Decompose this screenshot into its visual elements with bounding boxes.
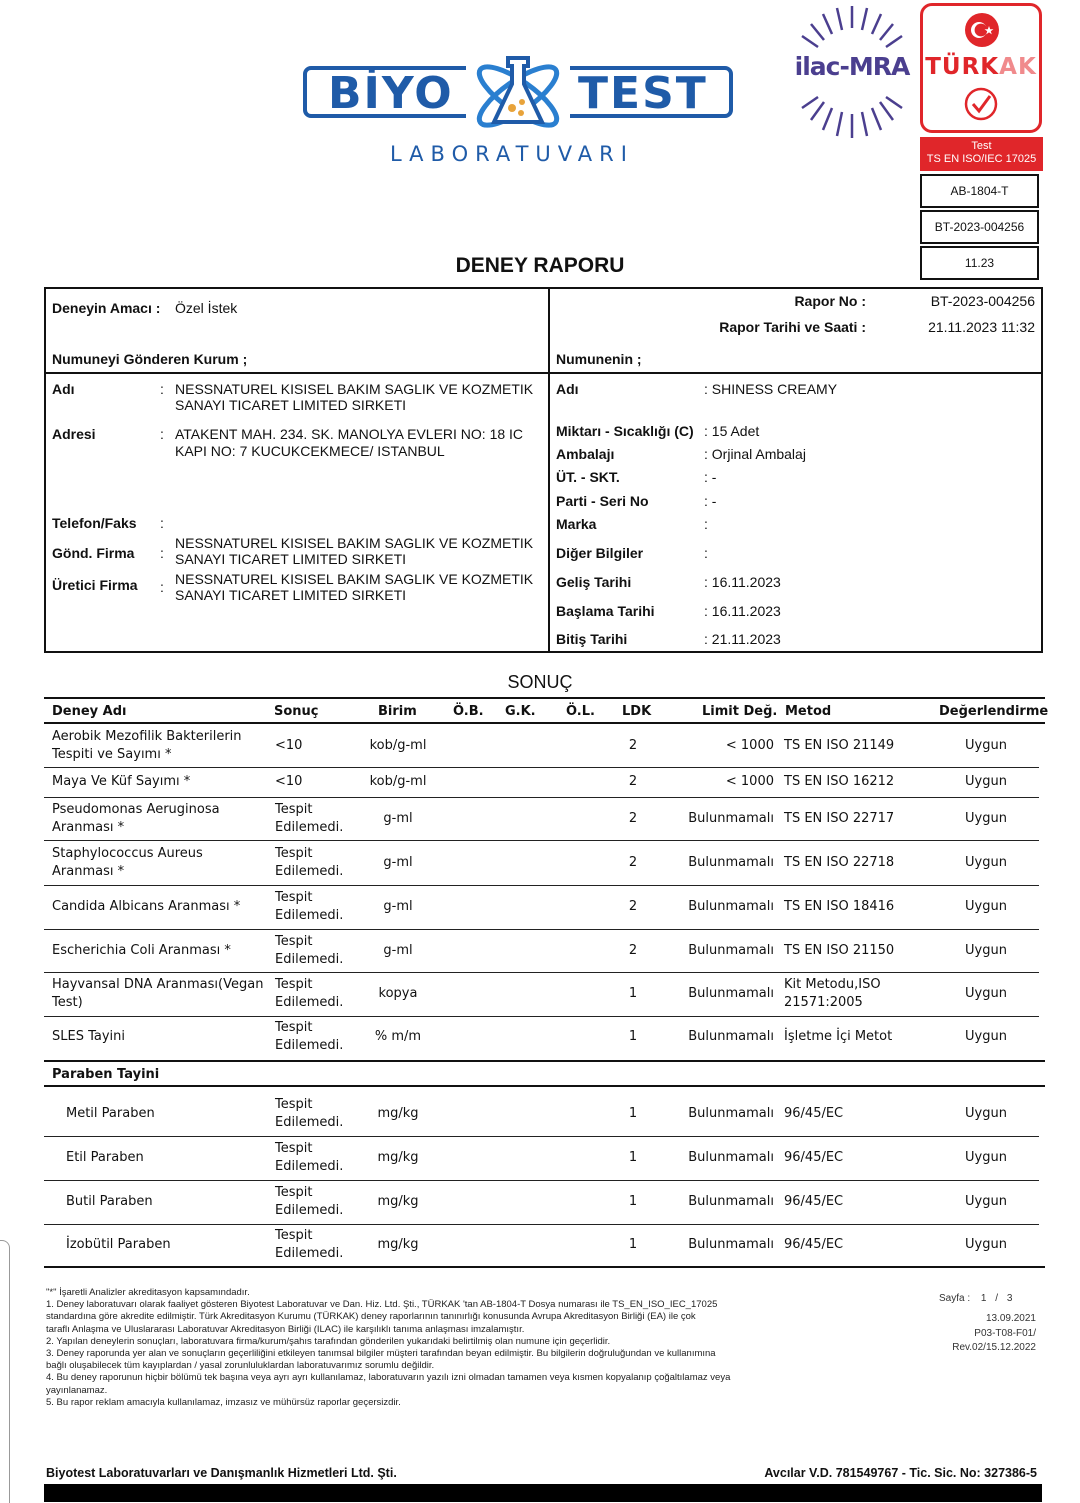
row-ldk: 2 (628, 854, 638, 870)
row-method: 96/45/EC (784, 1237, 844, 1252)
footnote-line: taraflı Anlaşma ve Uluslararası Laboratuvar Akreditasyon Birliği (ILAC) ile karşılıklı tanıma anlaşması imzalamıştır. (46, 1323, 525, 1335)
report-no-label: Rapor No : (794, 293, 866, 309)
row-result: Tespit (275, 890, 313, 905)
purpose-value: Özel İstek (175, 300, 238, 316)
turkak-name-right: AK (999, 54, 1037, 80)
row-limit: Bulunmamalı (688, 986, 774, 1001)
row-result: Edilemedi. (275, 951, 344, 967)
row-ldk: 2 (628, 810, 638, 826)
info-divider-vertical (548, 287, 550, 653)
row-ldk: 1 (628, 986, 638, 1001)
col-method: Metod (785, 704, 832, 719)
sending-firm-sep: : (160, 545, 164, 561)
row-unit: g-ml (383, 854, 413, 870)
start-date-label: Başlama Tarihi (556, 603, 655, 619)
footnote-line: "*" İşaretli Analizler akreditasyon kapsamındadır. (46, 1287, 250, 1298)
sample-other-label: Diğer Bilgiler (556, 545, 644, 561)
purpose-label: Deneyin Amacı : (52, 300, 161, 316)
row-divider (44, 767, 1039, 768)
logo-subtitle: LABORATUVARI (390, 142, 634, 166)
row-limit: < 1000 (725, 774, 774, 789)
results-title: SONUÇ (507, 672, 573, 692)
row-test-name: Maya Ve Küf Sayımı * (52, 774, 191, 789)
info-divider-horizontal (44, 372, 1043, 374)
sample-lot-value: : - (704, 493, 717, 509)
row-method: 96/45/EC (784, 1194, 844, 1209)
row-evaluation: Uygun (965, 810, 1007, 826)
row-method: TS EN ISO 21150 (784, 942, 895, 958)
page-current: 1 (980, 1293, 987, 1304)
row-unit: g-ml (383, 899, 413, 914)
sender-address-sep: : (160, 426, 164, 442)
row-ldk: 2 (628, 774, 638, 789)
row-method: 96/45/EC (784, 1106, 844, 1121)
accreditation-no-badge: AB-1804-T (920, 174, 1039, 208)
end-date-value: : 21.11.2023 (704, 631, 781, 647)
row-result: Edilemedi. (275, 819, 344, 835)
page-total: 3 (1006, 1293, 1013, 1304)
row-unit: % m/m (374, 1029, 422, 1044)
row-result: Tespit (275, 1020, 313, 1035)
row-evaluation: Uygun (965, 1150, 1007, 1165)
ilac-mra-text: ilac-MRA (794, 52, 910, 81)
logo-word-right: TEST (578, 68, 708, 119)
row-result: Tespit (275, 1185, 313, 1200)
row-test-name: Aranması * (52, 863, 125, 879)
page-title: DENEY RAPORU (455, 254, 625, 277)
row-result: Edilemedi. (275, 1246, 344, 1261)
row-result: <10 (275, 774, 303, 789)
row-divider (44, 1016, 1039, 1017)
row-limit: Bulunmamalı (688, 1194, 774, 1209)
row-divider (44, 1136, 1039, 1137)
row-test-name: Hayvansal DNA Aranması(Vegan (52, 977, 264, 992)
sender-address-label: Adresi (52, 426, 96, 442)
flask-atom-icon (466, 50, 570, 134)
row-test-name: Pseudomonas Aeruginosa (52, 801, 220, 817)
row-method: 96/45/EC (784, 1150, 844, 1165)
row-test-name: Candida Albicans Aranması * (52, 899, 241, 914)
row-limit: Bulunmamalı (688, 1237, 774, 1252)
row-unit: mg/kg (377, 1150, 419, 1165)
row-ldk: 1 (628, 1194, 638, 1209)
col-test-name: Deney Adı (52, 704, 127, 719)
row-evaluation: Uygun (965, 986, 1007, 1001)
sending-firm-label: Gönd. Firma (52, 545, 135, 561)
row-test-name: Aranması * (52, 819, 125, 835)
sender-name-sep: : (160, 381, 164, 397)
footnote-line: 2. Yapılan deneylerin sonuçları, laboratuvara firma/kurum/şahıs tarafından gönderilen yukarıdaki belirtilmiş olan numune için geçerlidir. (46, 1335, 611, 1347)
row-unit: kob/g-ml (369, 737, 427, 753)
results-bottom-rule (44, 1266, 1045, 1268)
row-test-name: Aerobik Mezofilik Bakterilerin (52, 728, 242, 744)
manufacturer-line1: NESSNATUREL KISISEL BAKIM SAGLIK VE KOZMETIK (175, 571, 534, 587)
row-result: Tespit (275, 845, 313, 861)
row-unit: kob/g-ml (369, 774, 427, 789)
row-limit: Bulunmamalı (688, 1106, 774, 1121)
report-no-badge: BT-2023-004256 (920, 210, 1039, 244)
sending-firm-line2: SANAYI TICARET LIMITED SIRKETI (175, 551, 407, 567)
results-header-rule (44, 722, 1045, 724)
col-ob: Ö.B. (453, 704, 484, 719)
row-ldk: 1 (628, 1150, 638, 1165)
row-divider (44, 1224, 1039, 1225)
manufacturer-sep: : (160, 579, 164, 595)
end-date-label: Bitiş Tarihi (556, 631, 628, 647)
paraben-section-title: Paraben Tayini (52, 1067, 160, 1082)
col-gk: G.K. (505, 704, 536, 719)
row-result: Tespit (275, 1141, 313, 1156)
row-result: Tespit (275, 977, 313, 992)
row-evaluation: Uygun (965, 854, 1007, 870)
row-method: TS EN ISO 22718 (784, 854, 895, 870)
sample-quantity-value: : 15 Adet (704, 423, 760, 439)
row-result: Tespit (275, 801, 313, 817)
manufacturer-line2: SANAYI TICARET LIMITED SIRKETI (175, 587, 407, 603)
row-result: Edilemedi. (275, 1203, 344, 1218)
arrival-date-label: Geliş Tarihi (556, 574, 632, 590)
row-evaluation: Uygun (965, 899, 1007, 914)
row-limit: Bulunmamalı (688, 899, 774, 914)
row-ldk: 2 (628, 942, 638, 958)
row-result: Edilemedi. (275, 995, 344, 1010)
footnote-line: bağlı oluşabilecek tüm kayıplardan / yasal zorunluluklardan laboratuvarımız sorumlu değildir. (46, 1360, 435, 1372)
report-no-value: BT-2023-004256 (930, 293, 1035, 309)
col-ldk: LDK (622, 704, 652, 719)
row-result: Edilemedi. (275, 908, 344, 923)
row-limit: < 1000 (725, 737, 774, 753)
page-sep: / (995, 1293, 999, 1304)
row-unit: mg/kg (377, 1237, 419, 1252)
footnote-line: standardına göre akredite edilmiştir. Türk Akreditasyon Kurumu (TÜRKAK) deney raporlarının tanınırlığı konusunda Avrupa Akreditasyon Birliği (EA) ile çok (46, 1311, 696, 1323)
sample-name-label: Adı (556, 381, 579, 397)
row-test-name: SLES Tayini (52, 1029, 126, 1044)
footer-bar (44, 1484, 1042, 1502)
row-result: Edilemedi. (275, 1115, 344, 1130)
form-date: 13.09.2021 (985, 1313, 1036, 1324)
row-test-name: Etil Paraben (66, 1150, 144, 1165)
paraben-header-rule (44, 1085, 1045, 1087)
results-top-rule (44, 697, 1045, 699)
row-test-name: Tespiti ve Sayımı * (52, 746, 172, 762)
turkak-standard-line1: Test (971, 140, 992, 152)
sender-name-line1: NESSNATUREL KISISEL BAKIM SAGLIK VE KOZMETIK (175, 381, 534, 397)
row-divider (44, 1180, 1039, 1181)
row-test-name: Test) (52, 995, 83, 1010)
row-divider (44, 929, 1039, 930)
turkak-standard-line2: TS EN ISO/IEC 17025 (926, 153, 1037, 165)
report-date-value: 21.11.2023 11:32 (928, 319, 1035, 335)
sample-lot-label: Parti - Seri No (556, 493, 649, 509)
page-edge (0, 1240, 10, 1503)
row-method: TS EN ISO 16212 (784, 774, 895, 789)
form-code: P03-T08-F01/ (974, 1328, 1036, 1339)
row-method: 21571:2005 (784, 995, 863, 1010)
row-ldk: 1 (628, 1106, 638, 1121)
row-evaluation: Uygun (965, 942, 1007, 958)
col-unit: Birim (378, 704, 417, 719)
sender-name-label: Adı (52, 381, 75, 397)
sender-phone-sep: : (160, 515, 164, 531)
sender-name-line2: SANAYI TICARET LIMITED SIRKETI (175, 397, 407, 413)
row-test-name: Butil Paraben (66, 1194, 153, 1209)
col-limit: Limit Değ. (702, 704, 778, 719)
start-date-value: : 16.11.2023 (704, 603, 781, 619)
row-evaluation: Uygun (965, 1106, 1007, 1121)
row-limit: Bulunmamalı (688, 942, 774, 958)
turkak-standard (920, 137, 1043, 171)
col-evaluation: Değerlendirme (939, 704, 1049, 719)
row-divider (44, 840, 1039, 841)
row-result: Tespit (275, 933, 313, 949)
page-number (939, 1293, 1012, 1304)
sample-quantity-label: Miktarı - Sıcaklığı (C) (556, 423, 694, 439)
turkak-name-left: TÜRK (925, 54, 1000, 80)
footnote-line: 5. Bu rapor reklam amacıyla kullanılamaz, imzasız ve mühürsüz raporlar geçersizdir. (46, 1396, 401, 1408)
page-label: Sayfa : (939, 1293, 971, 1304)
row-divider (44, 972, 1039, 973)
form-revision: Rev.02/15.12.2022 (952, 1342, 1036, 1353)
row-ldk: 1 (628, 1237, 638, 1252)
footnote-line: 3. Deney raporunda yer alan ve sonuçların geçerliliğini etkileyen tanımsal bilgiler müşteri tarafından beyan edilmiştir. Bu bilgilerin doğruluğundan ve kullanımına (46, 1348, 716, 1359)
row-unit: kopya (378, 986, 418, 1001)
row-method: TS EN ISO 21149 (784, 737, 895, 753)
sample-expiry-value: : - (704, 469, 717, 485)
row-divider (44, 797, 1039, 798)
row-test-name: İzobütil Paraben (66, 1237, 171, 1252)
sample-package-value: : Orjinal Ambalaj (704, 446, 806, 462)
sample-package-label: Ambalajı (556, 446, 615, 462)
row-evaluation: Uygun (965, 1194, 1007, 1209)
manufacturer-label: Üretici Firma (52, 577, 138, 593)
row-result: Tespit (275, 1228, 313, 1243)
row-method: TS EN ISO 22717 (784, 810, 895, 826)
row-limit: Bulunmamalı (688, 1029, 774, 1044)
month-badge: 11.23 (920, 246, 1039, 280)
row-limit: Bulunmamalı (688, 854, 774, 870)
row-ldk: 2 (628, 737, 638, 753)
row-result: Edilemedi. (275, 863, 344, 879)
row-evaluation: Uygun (965, 737, 1007, 753)
row-test-name: Staphylococcus Aureus (52, 845, 203, 861)
row-unit: mg/kg (377, 1194, 419, 1209)
footnote-line: 1. Deney laboratuvarı olarak faaliyet gösteren Biyotest Laboratuvar ve Dan. Hiz. Ltd. Şti., TÜRKAK 'tan AB-1804-T Dosya numarası ile TS_EN_ISO_IEC_17025 (46, 1299, 718, 1311)
footer-company: Biyotest Laboratuvarları ve Danışmanlık Hizmetleri Ltd. Şti. (46, 1466, 397, 1480)
row-result: Edilemedi. (275, 1038, 344, 1053)
report-date-label: Rapor Tarihi ve Saati : (719, 319, 866, 335)
row-divider (44, 885, 1039, 886)
row-method: Kit Metodu,ISO (784, 977, 881, 992)
sample-brand-label: Marka (556, 516, 597, 532)
sample-section-title: Numunenin ; (556, 351, 642, 367)
sample-brand-value: : (704, 516, 708, 532)
sending-firm-line1: NESSNATUREL KISISEL BAKIM SAGLIK VE KOZMETIK (175, 535, 534, 551)
row-result: <10 (275, 737, 303, 753)
row-evaluation: Uygun (965, 1029, 1007, 1044)
footnote-line: yayınlanamaz. (46, 1384, 108, 1396)
row-method: İşletme İçi Metot (784, 1029, 893, 1044)
footnote-line: 4. Bu deney raporunun hiçbir bölümü tek başına veya ayrı ayrı kullanılamaz, laboratuvarın yazılı izni olmadan tamamen veya kısmen kopyalanıp çoğaltılamaz veya (46, 1372, 731, 1384)
row-ldk: 1 (628, 1029, 638, 1044)
turkak-name (922, 54, 1040, 80)
sender-address-line2: KAPI NO: 7 KUCUKCEKMECE/ ISTANBUL (175, 443, 445, 459)
footer-tax: Avcılar V.D. 781549767 - Tic. Sic. No: 327386-5 (764, 1466, 1037, 1480)
row-evaluation: Uygun (965, 1237, 1007, 1252)
sample-expiry-label: ÜT. - SKT. (556, 469, 620, 485)
logo-word-left: BİYO (328, 68, 454, 119)
row-test-name: Escherichia Coli Aranması * (52, 942, 231, 958)
sender-section-title: Numuneyi Gönderen Kurum ; (52, 351, 248, 367)
row-unit: g-ml (383, 942, 413, 958)
turkish-flag-icon (964, 12, 1000, 48)
row-method: TS EN ISO 18416 (784, 899, 895, 914)
col-ol: Ö.L. (566, 704, 595, 719)
row-unit: g-ml (383, 810, 413, 826)
row-limit: Bulunmamalı (688, 1150, 774, 1165)
row-test-name: Metil Paraben (66, 1106, 155, 1121)
sender-phone-label: Telefon/Faks (52, 515, 137, 531)
row-evaluation: Uygun (965, 774, 1007, 789)
arrival-date-value: : 16.11.2023 (704, 574, 781, 590)
col-result: Sonuç (274, 704, 319, 719)
row-ldk: 2 (628, 899, 638, 914)
row-result: Edilemedi. (275, 1159, 344, 1174)
row-unit: mg/kg (377, 1106, 419, 1121)
sender-address-line1: ATAKENT MAH. 234. SK. MANOLYA EVLERI NO: 18 IC (175, 426, 524, 442)
row-limit: Bulunmamalı (688, 810, 774, 826)
sample-other-value: : (704, 545, 708, 561)
check-circle-icon (963, 86, 999, 122)
paraben-top-rule (44, 1060, 1045, 1062)
sample-name-value: : SHINESS CREAMY (704, 381, 838, 397)
row-result: Tespit (275, 1097, 313, 1112)
